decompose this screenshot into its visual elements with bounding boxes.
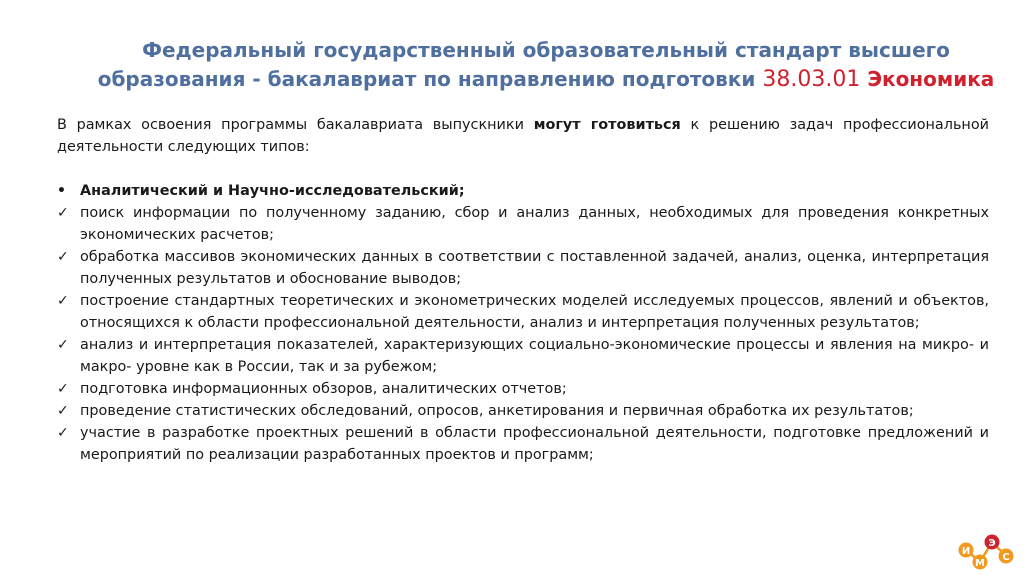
- logo-letter: Э: [988, 538, 996, 549]
- imes-logo: [958, 516, 1020, 570]
- logo-letter: И: [961, 546, 971, 557]
- list-item-text: участие в разработке проектных решений в области профессиональной деятельности, подготовке предложений и мероприятий по реализации разработанных проектов и программ;: [80, 425, 989, 463]
- checkmark-icon: ✓: [57, 337, 69, 353]
- list-item: [57, 400, 989, 422]
- slide-body: [57, 114, 989, 466]
- program-field: Экономика: [867, 67, 995, 91]
- intro-paragraph: [57, 114, 989, 158]
- list-item-text: обработка массивов экономических данных в соответствии с поставленной задачей, анализ, оценка, интерпретация полученных результатов и обоснование выводов;: [80, 249, 989, 287]
- intro-text-1: В рамках освоения программы бакалавриата выпускники: [57, 117, 534, 133]
- bullet-icon: •: [57, 183, 66, 199]
- checkmark-icon: ✓: [57, 425, 69, 441]
- checkmark-icon: ✓: [57, 381, 69, 397]
- intro-bold-text: могут готовиться: [533, 117, 681, 133]
- list-item: [57, 378, 989, 400]
- list-item: [57, 334, 989, 378]
- logo-letter: М: [975, 558, 985, 569]
- checkmark-icon: ✓: [57, 403, 69, 419]
- list-item: [57, 246, 989, 290]
- list-item-text: проведение статистических обследований, опросов, анкетирования и первичная обработка их результатов;: [80, 403, 914, 419]
- list-item-text: поиск информации по полученному заданию, сбор и анализ данных, необходимых для проведения конкретных экономических расчетов;: [80, 205, 989, 243]
- activity-type-heading: [57, 180, 989, 202]
- checkmark-icon: ✓: [57, 249, 69, 265]
- list-item-text: построение стандартных теоретических и эконометрических моделей исследуемых процессов, явлений и объектов, относящихся к области профессиональной деятельности, анализ и интерпретация полученных результатов;: [80, 293, 989, 331]
- list-item: [57, 422, 989, 466]
- title-line-2: образования - бакалавриат по направлению подготовки: [97, 67, 763, 91]
- list-item: [57, 290, 989, 334]
- checkmark-icon: ✓: [57, 293, 69, 309]
- slide-title: [96, 36, 996, 94]
- checkmark-icon: ✓: [57, 205, 69, 221]
- list-item-text: анализ и интерпретация показателей, характеризующих социально-экономические процессы и явления на микро- и макро- уровне как в России, так и за рубежом;: [80, 337, 989, 375]
- title-line-1: Федеральный государственный образовательный стандарт высшего: [142, 38, 950, 62]
- activity-type-label: Аналитический и Научно-исследовательский;: [80, 183, 465, 199]
- intro-text-2: к решению задач профессиональной деятельности следующих типов:: [57, 117, 989, 155]
- logo-letter: С: [1002, 552, 1010, 563]
- list-item: [57, 202, 989, 246]
- program-code: 38.03.01: [762, 67, 861, 92]
- list-item-text: подготовка информационных обзоров, аналитических отчетов;: [80, 381, 567, 397]
